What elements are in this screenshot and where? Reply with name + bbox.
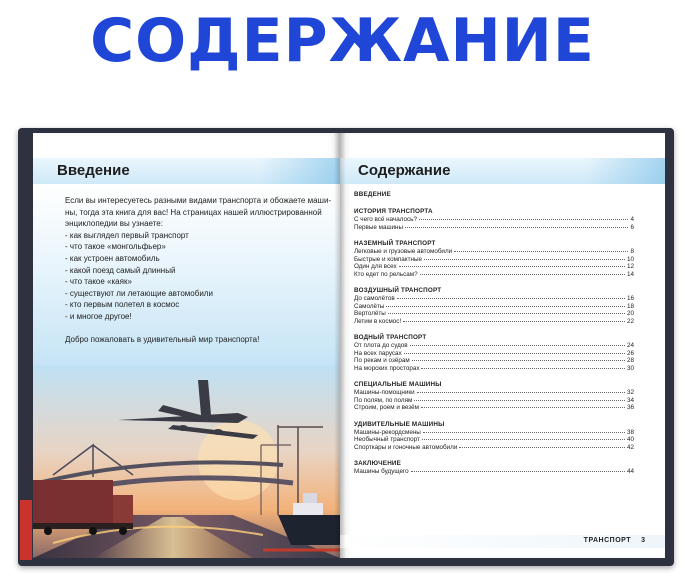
toc-section-title: ЗАКЛЮЧЕНИЕ	[354, 460, 402, 467]
toc-entry[interactable]: До самолётов 16	[354, 295, 634, 302]
toc-section-title: СПЕЦИАЛЬНЫЕ МАШИНЫ	[354, 381, 442, 388]
intro-line: - как выглядел первый транспорт	[65, 230, 189, 240]
toc-section-title: ВОДНЫЙ ТРАНСПОРТ	[354, 334, 427, 341]
toc-heading: Содержание	[358, 162, 451, 179]
toc-section-title: ВОЗДУШНЫЙ ТРАНСПОРТ	[354, 287, 442, 294]
intro-line: - как устроен автомобиль	[65, 253, 160, 263]
banner-title: СОДЕРЖАНИЕ	[90, 6, 595, 76]
transport-illustration	[33, 365, 340, 558]
toc-entry[interactable]: На всех парусах 26	[354, 349, 634, 357]
intro-text	[65, 195, 337, 345]
right-header-bar	[340, 158, 665, 184]
toc-entry[interactable]: Спорткары и гоночные автомобили 42	[354, 443, 634, 451]
toc-entry[interactable]: Быстрые и компактные 10	[354, 255, 634, 263]
intro-line: - что такое «каяк»	[65, 277, 132, 287]
left-header-bar	[33, 158, 340, 184]
footer-label: ТРАНСПОРТ	[583, 537, 631, 544]
intro-line: - существуют ли летающие автомобили	[65, 288, 213, 298]
table-of-contents	[354, 191, 634, 476]
page-number: 3	[641, 537, 645, 544]
toc-entry[interactable]: С чего всё началось? 4	[354, 216, 634, 223]
intro-line: энциклопедии вы узнаете:	[65, 219, 163, 229]
toc-entry[interactable]: Машины будущего 44	[354, 468, 634, 475]
intro-line: - кто первым полетел в космос	[65, 300, 180, 310]
toc-entry[interactable]: По рекам и озёрам 28	[354, 357, 634, 364]
toc-entry[interactable]: Строим, роем и везём 36	[354, 404, 634, 411]
toc-entry[interactable]: Первые машины 6	[354, 223, 634, 231]
left-page	[33, 133, 340, 558]
intro-heading: Введение	[57, 162, 130, 179]
book-spine	[334, 133, 346, 558]
welcome-line: Добро пожаловать в удивительный мир транспорта!	[65, 334, 260, 344]
toc-entry[interactable]: Летим в космос! 22	[354, 317, 634, 325]
toc-entry[interactable]: Необычный транспорт 40	[354, 436, 634, 443]
toc-entry[interactable]: Вертолёты 20	[354, 310, 634, 317]
toc-entry[interactable]: По полям, по полям 34	[354, 396, 634, 404]
toc-section-title: ВВЕДЕНИЕ	[354, 191, 391, 198]
right-page	[340, 133, 665, 558]
intro-line: - что такое «монгольфьер»	[65, 242, 166, 252]
intro-line: - и многое другое!	[65, 311, 132, 321]
intro-line: Если вы интересуетесь разными видами транспорта и обожаете маши-	[65, 196, 332, 205]
toc-entry[interactable]: От плота до судов 24	[354, 342, 634, 349]
toc-entry[interactable]: Один для всех 12	[354, 263, 634, 270]
toc-section-title: УДИВИТЕЛЬНЫЕ МАШИНЫ	[354, 420, 445, 428]
toc-entry[interactable]: Машины-помощники 32	[354, 389, 634, 396]
toc-entry[interactable]: Кто едет по рельсам? 14	[354, 270, 634, 278]
intro-line: ны, тогда эта книга для вас! На страницах нашей иллюстрированной	[65, 207, 322, 217]
intro-line: - какой поезд самый длинный	[65, 265, 176, 275]
toc-entry[interactable]: Легковые и грузовые автомобили 8	[354, 248, 634, 255]
toc-entry[interactable]: На морских просторах 30	[354, 364, 634, 372]
toc-entry[interactable]: Самолёты 18	[354, 302, 634, 310]
toc-entry[interactable]: Машины-рекордсмены 38	[354, 428, 634, 436]
cover-red-accent	[20, 500, 32, 560]
toc-section-title: ИСТОРИЯ ТРАНСПОРТА	[354, 208, 433, 215]
toc-section-title: НАЗЕМНЫЙ ТРАНСПОРТ	[354, 240, 436, 247]
